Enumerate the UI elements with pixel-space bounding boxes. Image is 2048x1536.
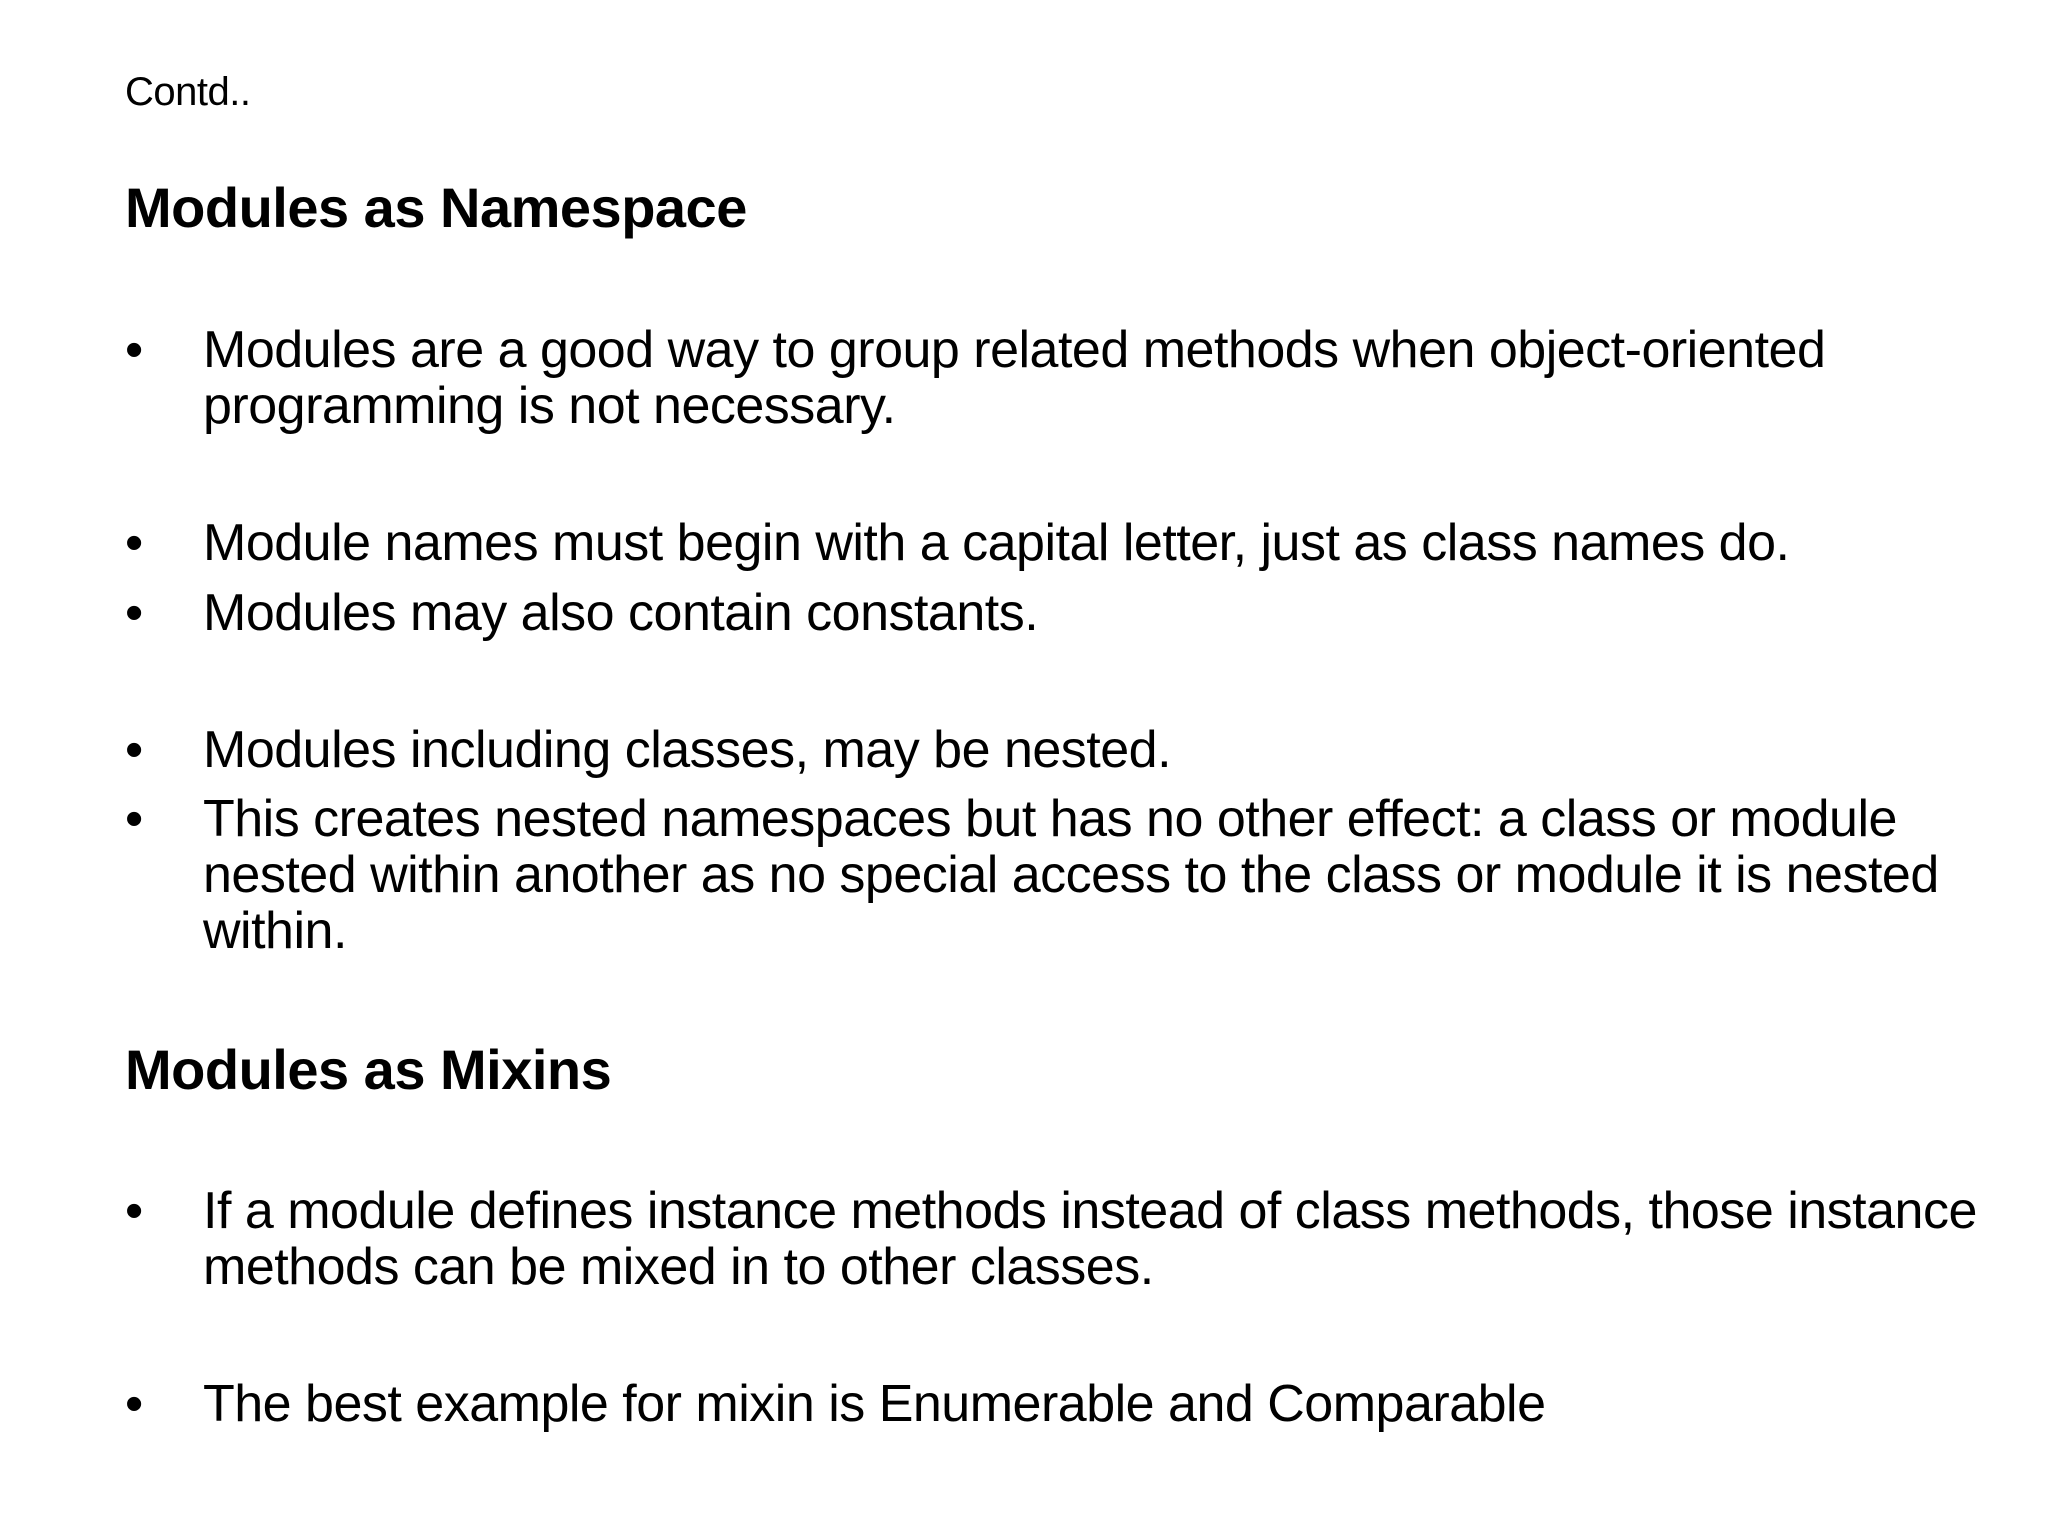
bullet-item [125, 1376, 1985, 1432]
bullet-item [125, 515, 1985, 571]
section-heading-namespace: Modules as Namespace [125, 176, 747, 239]
bullet-text: If a module defines instance methods instead of class methods, those instance methods can be mixed in to other classes. [203, 1182, 1977, 1296]
contd-label: Contd.. [125, 70, 251, 114]
bullet-text: Module names must begin with a capital letter, just as class names do. [203, 514, 1790, 572]
bullet-text: Modules may also contain constants. [203, 584, 1039, 642]
bullet-text: This creates nested namespaces but has no other effect: a class or module nested within another as no special access to the class or module it is nested within. [203, 790, 1939, 960]
bullet-item [125, 722, 1985, 778]
bullet-glyph: • [125, 584, 143, 642]
bullet-glyph: • [125, 790, 143, 848]
bullet-glyph: • [125, 321, 143, 379]
bullet-item [125, 1183, 1985, 1295]
bullet-item [125, 585, 1985, 641]
bullet-text: Modules including classes, may be nested. [203, 721, 1172, 779]
bullet-glyph: • [125, 1182, 143, 1240]
bullet-glyph: • [125, 514, 143, 572]
bullet-glyph: • [125, 1375, 143, 1433]
section-heading-mixins: Modules as Mixins [125, 1038, 612, 1101]
bullet-item [125, 791, 1985, 959]
bullet-glyph: • [125, 721, 143, 779]
bullet-item [125, 322, 1985, 434]
bullet-text: The best example for mixin is Enumerable and Comparable [203, 1375, 1546, 1433]
bullet-text: Modules are a good way to group related methods when object-oriented programming is not necessary. [203, 321, 1826, 435]
